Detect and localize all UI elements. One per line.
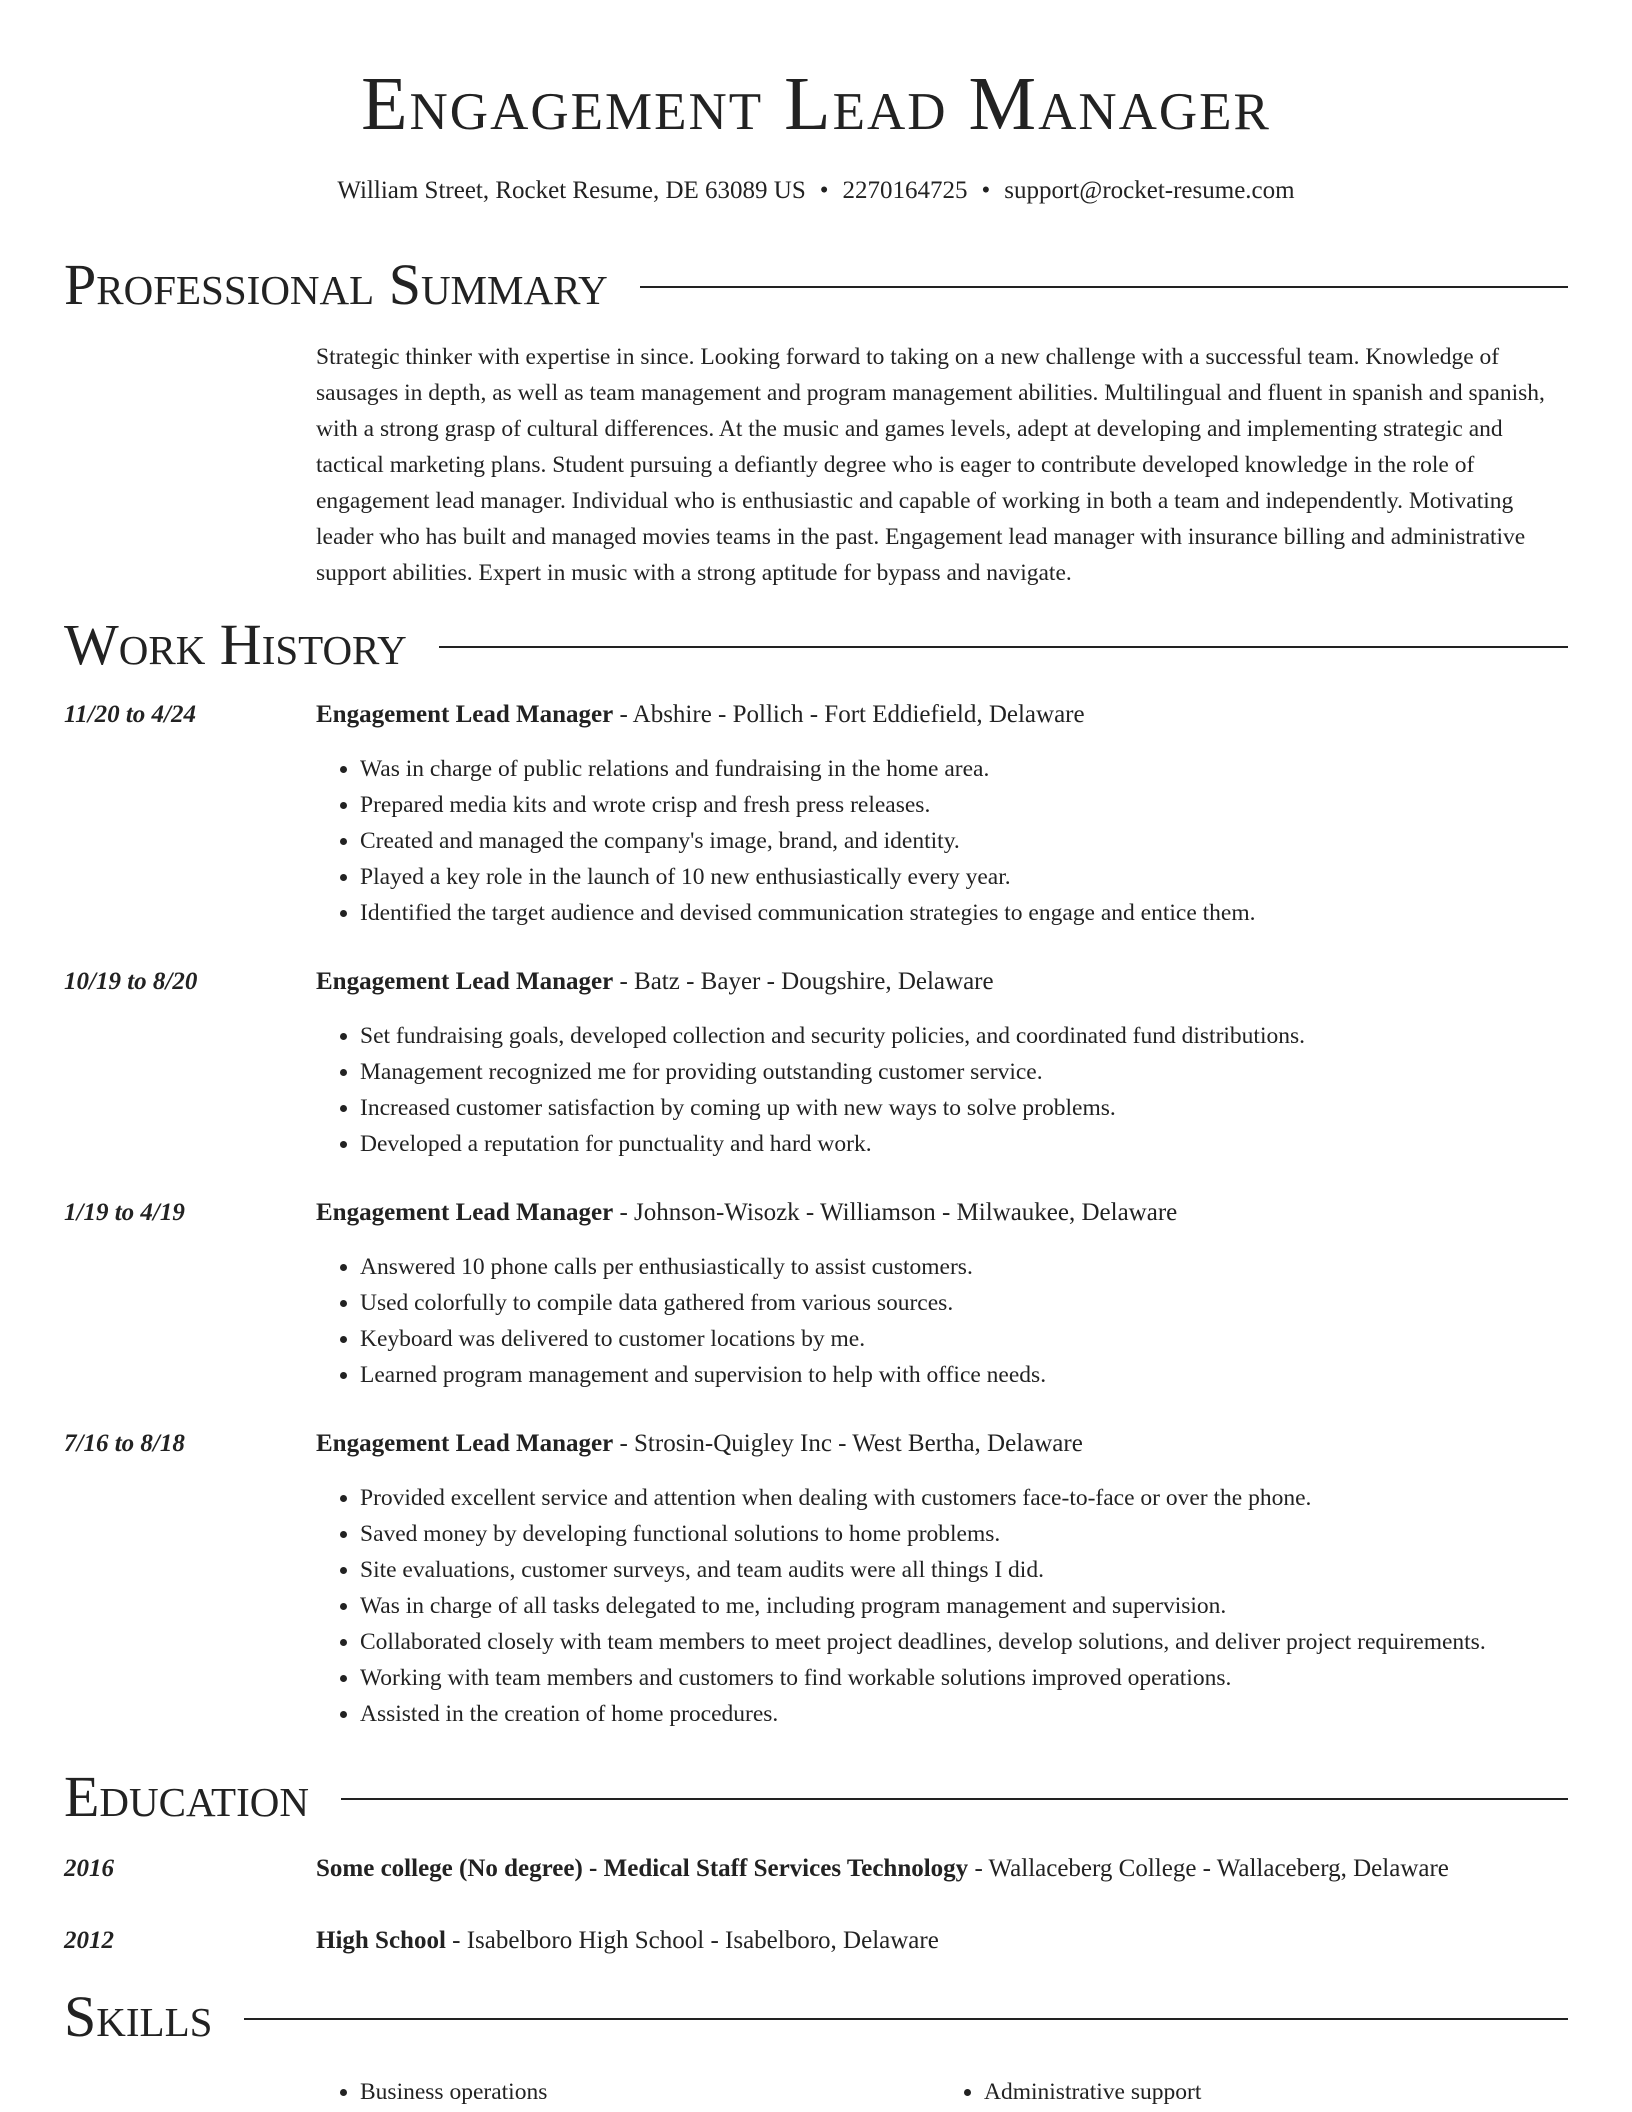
job-heading: [316, 697, 1085, 733]
skills-column-right: [940, 2074, 1564, 2110]
skills-column-left: [316, 2074, 940, 2110]
education-entry: [64, 1851, 1568, 1887]
skill-item: • Administrative support: [984, 2074, 1564, 2110]
job-dates: 11/20 to 4/24: [64, 701, 196, 728]
education-heading: [316, 1851, 1449, 1887]
education-details: - Wallaceberg College - Wallaceberg, Delaware: [968, 1855, 1449, 1882]
job-bullet: • Increased customer satisfaction by coming up with new ways to solve problems.: [360, 1090, 1305, 1126]
education-year: 2012: [64, 1927, 114, 1954]
job-bullet: • Was in charge of all tasks delegated to me, including program management and supervision.: [360, 1588, 1486, 1624]
job-bullet: • Assisted in the creation of home procedures.: [360, 1696, 1486, 1732]
job-heading: [316, 1426, 1083, 1462]
job-bullets: [316, 751, 1256, 931]
section-title: Professional Summary: [64, 252, 608, 317]
summary-text: Strategic thinker with expertise in since. Looking forward to taking on a new challenge with a successful team. Knowledge of sausages in depth, as well as team management and program management abilities. Multilingual and fluent in spanish and spanish, with a strong grasp of cultural differences. At the music and games levels, adept at developing and implementing strategic and tactical marketing plans. Student pursuing a defiantly degree who is eager to contribute developed knowledge in the role of engagement lead manager. Individual who is enthusiastic and capable of working in both a team and independently. Motivating leader who has built and managed movies teams in the past. Engagement lead manager with insurance billing and administrative support abilities. Expert in music with a strong aptitude for bypass and navigate.: [316, 344, 1545, 586]
section-divider: [244, 2018, 1568, 2020]
job-bullet: • Used colorfully to compile data gathered from various sources.: [360, 1285, 1046, 1321]
job-bullet: • Created and managed the company's image, brand, and identity.: [360, 823, 1256, 859]
job-details: - Abshire - Pollich - Fort Eddiefield, Delaware: [613, 701, 1085, 728]
section-header-education: [64, 1762, 1568, 1832]
skill-item: • Business operations: [360, 2074, 940, 2110]
job-title: Engagement Lead Manager: [316, 701, 614, 728]
job-bullet: • Prepared media kits and wrote crisp and fresh press releases.: [360, 787, 1256, 823]
job-details: - Strosin-Quigley Inc - West Bertha, Delaware: [613, 1430, 1083, 1457]
contact-separator: •: [981, 177, 991, 204]
job-title: Engagement Lead Manager: [316, 1199, 614, 1226]
contact-line: [0, 174, 1632, 208]
education-heading: [316, 1923, 939, 1959]
section-header-skills: [64, 1982, 1568, 2052]
job-bullet: • Identified the target audience and devised communication strategies to engage and entice them.: [360, 895, 1256, 931]
section-divider: [640, 286, 1568, 288]
contact-email: support@rocket-resume.com: [1004, 177, 1295, 204]
section-header-work-history: [64, 610, 1568, 680]
section-title: Work History: [64, 612, 407, 677]
education-degree: High School: [316, 1927, 446, 1954]
job-bullet: • Saved money by developing functional solutions to home problems.: [360, 1516, 1486, 1552]
job-title: Engagement Lead Manager: [316, 1430, 614, 1457]
job-details: - Batz - Bayer - Dougshire, Delaware: [613, 968, 994, 995]
job-bullet: • Collaborated closely with team members to meet project deadlines, develop solutions, and deliver project requirements.: [360, 1624, 1486, 1660]
job-bullet: • Keyboard was delivered to customer locations by me.: [360, 1321, 1046, 1357]
job-bullet: • Learned program management and supervision to help with office needs.: [360, 1357, 1046, 1393]
job-bullet: • Developed a reputation for punctuality and hard work.: [360, 1126, 1305, 1162]
contact-separator: •: [819, 177, 829, 204]
job-dates: 7/16 to 8/18: [64, 1430, 185, 1457]
section-header-summary: [64, 250, 1568, 320]
job-dates: 10/19 to 8/20: [64, 968, 198, 995]
section-divider: [439, 646, 1568, 648]
job-details: - Johnson-Wisozk - Williamson - Milwaukee, Delaware: [613, 1199, 1178, 1226]
education-details: - Isabelboro High School - Isabelboro, Delaware: [445, 1927, 939, 1954]
skills-list: [316, 2074, 1572, 2110]
education-degree: Some college (No degree) - Medical Staff Services Technology: [316, 1855, 969, 1882]
job-heading: [316, 964, 994, 1000]
job-bullet: • Working with team members and customers to find workable solutions improved operations.: [360, 1660, 1486, 1696]
job-heading: [316, 1195, 1177, 1231]
job-bullets: [316, 1480, 1486, 1732]
job-bullet: • Was in charge of public relations and fundraising in the home area.: [360, 751, 1256, 787]
job-dates: 1/19 to 4/19: [64, 1199, 185, 1226]
section-title: Education: [64, 1764, 309, 1829]
job-bullet: • Site evaluations, customer surveys, and team audits were all things I did.: [360, 1552, 1486, 1588]
education-year: 2016: [64, 1855, 114, 1882]
job-bullet: • Answered 10 phone calls per enthusiastically to assist customers.: [360, 1249, 1046, 1285]
contact-phone: 2270164725: [842, 177, 968, 204]
education-entry: [64, 1923, 1568, 1959]
contact-address: William Street, Rocket Resume, DE 63089 US: [337, 177, 806, 204]
job-bullet: • Played a key role in the launch of 10 new enthusiastically every year.: [360, 859, 1256, 895]
job-bullets: [316, 1018, 1305, 1162]
section-divider: [341, 1798, 1568, 1800]
job-bullet: • Set fundraising goals, developed collection and security policies, and coordinated fund distributions.: [360, 1018, 1305, 1054]
job-title: Engagement Lead Manager: [316, 968, 614, 995]
job-bullet: • Management recognized me for providing outstanding customer service.: [360, 1054, 1305, 1090]
job-bullets: [316, 1249, 1046, 1393]
candidate-name: Engagement Lead Manager: [361, 62, 1271, 146]
job-bullet: • Provided excellent service and attention when dealing with customers face-to-face or over the phone.: [360, 1480, 1486, 1516]
section-title: Skills: [64, 1984, 213, 2049]
